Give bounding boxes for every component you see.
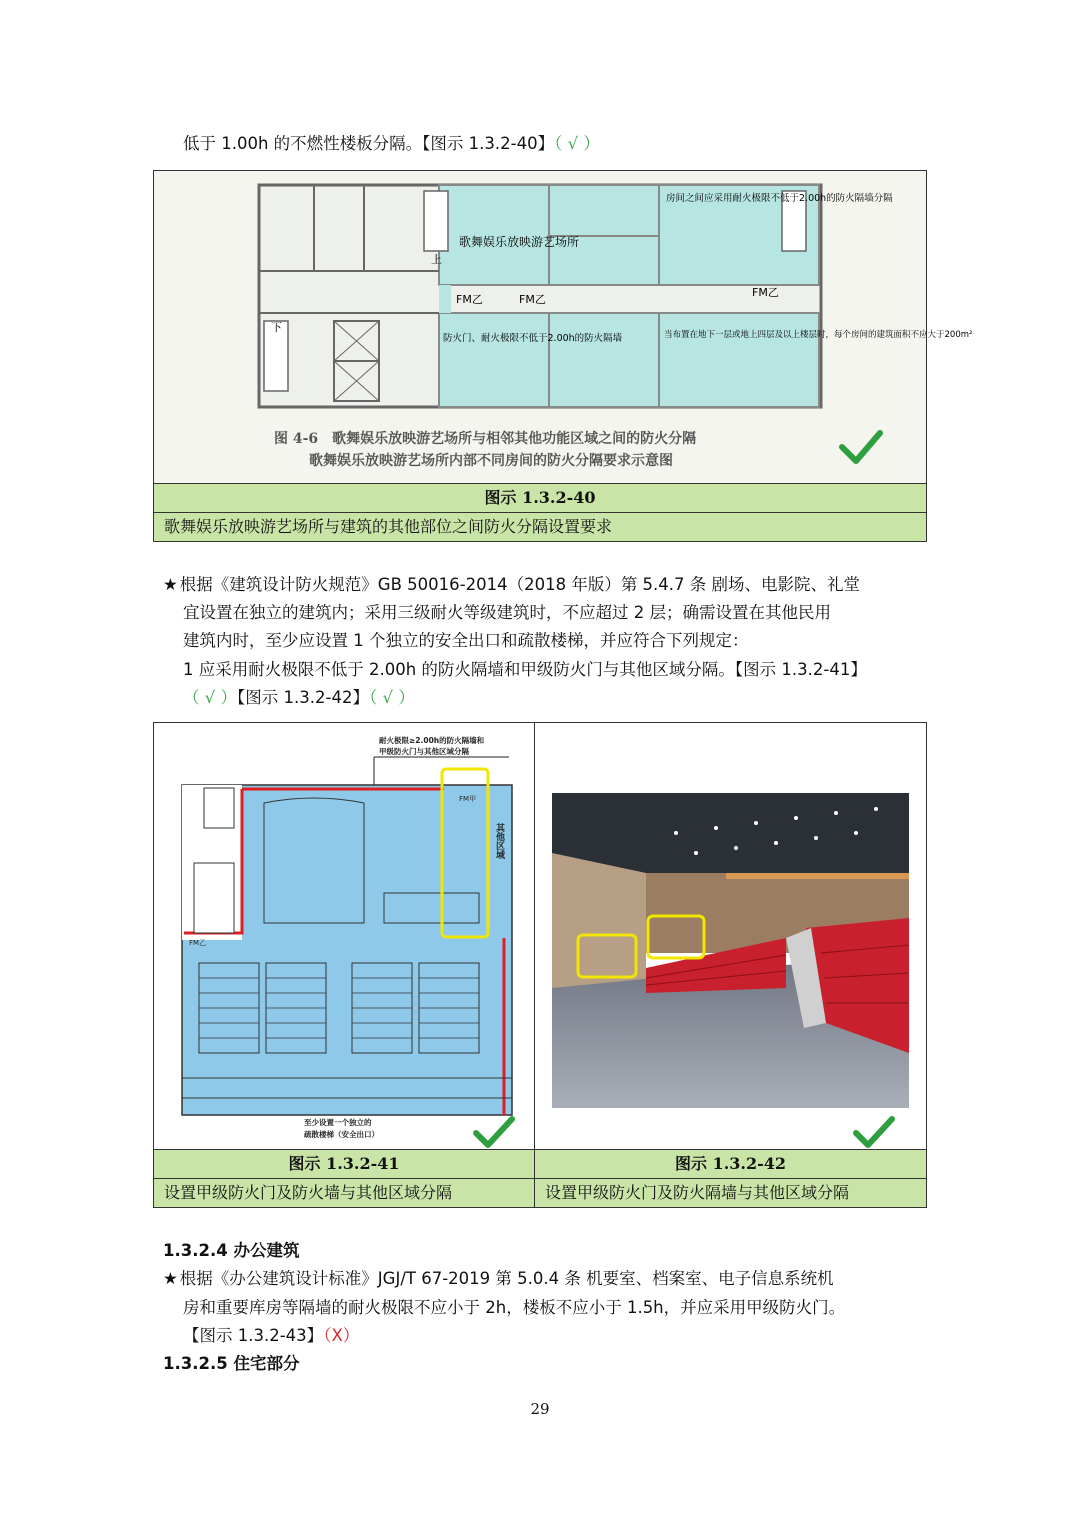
plan40-stair-down: 下 (271, 321, 282, 334)
section1324-text-1: 根据《办公建筑设计标准》JGJ/T 67-2019 第 5.0.4 条 机要室、档案室、电子信息系统机 (179, 1269, 834, 1288)
plan41-top-note-2: 甲级防火门与其他区域分隔 (379, 747, 469, 756)
para1-line4: 1 应采用耐火极限不低于 2.00h 的防火隔墙和甲级防火门与其他区域分隔。【图示 1.3.2-41】 (183, 660, 867, 679)
section1324-line2: 房和重要库房等隔墙的耐火极限不应小于 2h，楼板不应小于 1.5h，并应采用甲级防火门。 (183, 1298, 846, 1317)
figure-ref: 【图示 1.3.2-43】 (183, 1326, 324, 1345)
caption-text-bar-40 (154, 512, 926, 541)
caption-text-bar-42 (535, 1178, 926, 1207)
figure-number: 图示 1.3.2-41 (288, 1154, 400, 1173)
section-heading-1325: 1.3.2.5 住宅部分 (163, 1354, 300, 1373)
page-number: 29 (530, 1400, 550, 1418)
plan41-top-note-1: 耐火极限≥2.00h的防火隔墙和 (379, 736, 485, 745)
figure-number: 图示 1.3.2-42 (674, 1154, 787, 1173)
caption-text-bar-41 (154, 1178, 534, 1207)
section1324-line3 (183, 1324, 359, 1348)
figure-1-3-2-40 (153, 170, 973, 542)
plan40-door-tag-1: FM乙 (456, 293, 483, 306)
plan41-door-tag-a: FM甲 (459, 795, 477, 803)
intro-text: 低于 1.00h 的不燃性楼板分隔。【图示 1.3.2-40】 (183, 134, 555, 153)
star-icon: ★ (163, 1269, 178, 1288)
figure-caption: 设置甲级防火门及防火隔墙与其他区域分隔 (545, 1183, 850, 1202)
theater-plan-41 (154, 723, 534, 1149)
cross-mark: （X） (323, 1326, 360, 1345)
plan41-door-tag-b: FM乙 (189, 939, 207, 947)
caption-bar-41 (154, 1149, 534, 1178)
para1-text-1: 根据《建筑设计防火规范》GB 50016-2014（2018 年版）第 5.4.7 条 剧场、电影院、礼堂 (179, 575, 861, 594)
plan41-side-text (494, 822, 505, 860)
svg-text:其他区域: 其他区域 (494, 823, 504, 859)
section1324-line1 (163, 1267, 834, 1291)
figure-row-41-42 (153, 722, 927, 1208)
para1-line3: 建筑内时，至少应设置 1 个独立的安全出口和疏散楼梯，并应符合下列规定： (183, 631, 749, 650)
plan41-bottom-note-2: 疏散楼梯（安全出口） (304, 1130, 379, 1139)
plan40-area-label: 歌舞娱乐放映游艺场所 (459, 235, 580, 249)
plan41-bottom-note-1: 至少设置一个独立的 (304, 1118, 372, 1127)
plan40-caption-line2: 歌舞娱乐放映游艺场所内部不同房间的防火分隔要求示意图 (309, 453, 673, 469)
auditorium-photo-42 (536, 723, 926, 1149)
star-icon: ★ (163, 575, 178, 594)
plan40-door-tag-3: FM乙 (752, 286, 779, 299)
check-mark-ok: （ √ ） (183, 688, 238, 707)
section-heading-1324: 1.3.2.4 办公建筑 (163, 1241, 300, 1260)
figure-caption: 设置甲级防火门及防火墙与其他区域分隔 (164, 1183, 453, 1202)
para1-line5 (183, 686, 415, 710)
plan40-caption-line1: 图 4-6 歌舞娱乐放映游艺场所与相邻其他功能区域之间的防火分隔 (274, 431, 697, 447)
figure-number: 图示 1.3.2-40 (484, 488, 596, 507)
plan40-note-top: 房间之间应采用耐火极限不低于2.00h的防火隔墙分隔 (666, 193, 893, 204)
fire-compartment-plan-40 (154, 171, 973, 483)
figure-caption: 歌舞娱乐放映游艺场所与建筑的其他部位之间防火分隔设置要求 (164, 517, 613, 536)
figure-ref: 【图示 1.3.2-42】 (237, 688, 369, 707)
para1-line1 (163, 573, 860, 597)
intro-line (183, 132, 600, 156)
para1-line2: 宜设置在独立的建筑内；采用三级耐火等级建筑时，不应超过 2 层；确需设置在其他民用 (183, 603, 831, 622)
plan40-note-left: 防火门、耐火极限不低于2.00h的防火隔墙 (443, 333, 623, 344)
plan40-door-tag-2: FM乙 (519, 293, 546, 306)
check-mark-ok: （ √ ） (554, 134, 600, 153)
caption-bar-40 (154, 483, 926, 512)
caption-bar-42 (535, 1149, 926, 1178)
plan40-stair-up: 上 (431, 253, 442, 266)
check-mark-ok: （ √ ） (368, 688, 415, 707)
plan40-note-right: 当布置在地下一层或地上四层及以上楼层时，每个房间的建筑面积不应大于200m² (664, 330, 973, 340)
